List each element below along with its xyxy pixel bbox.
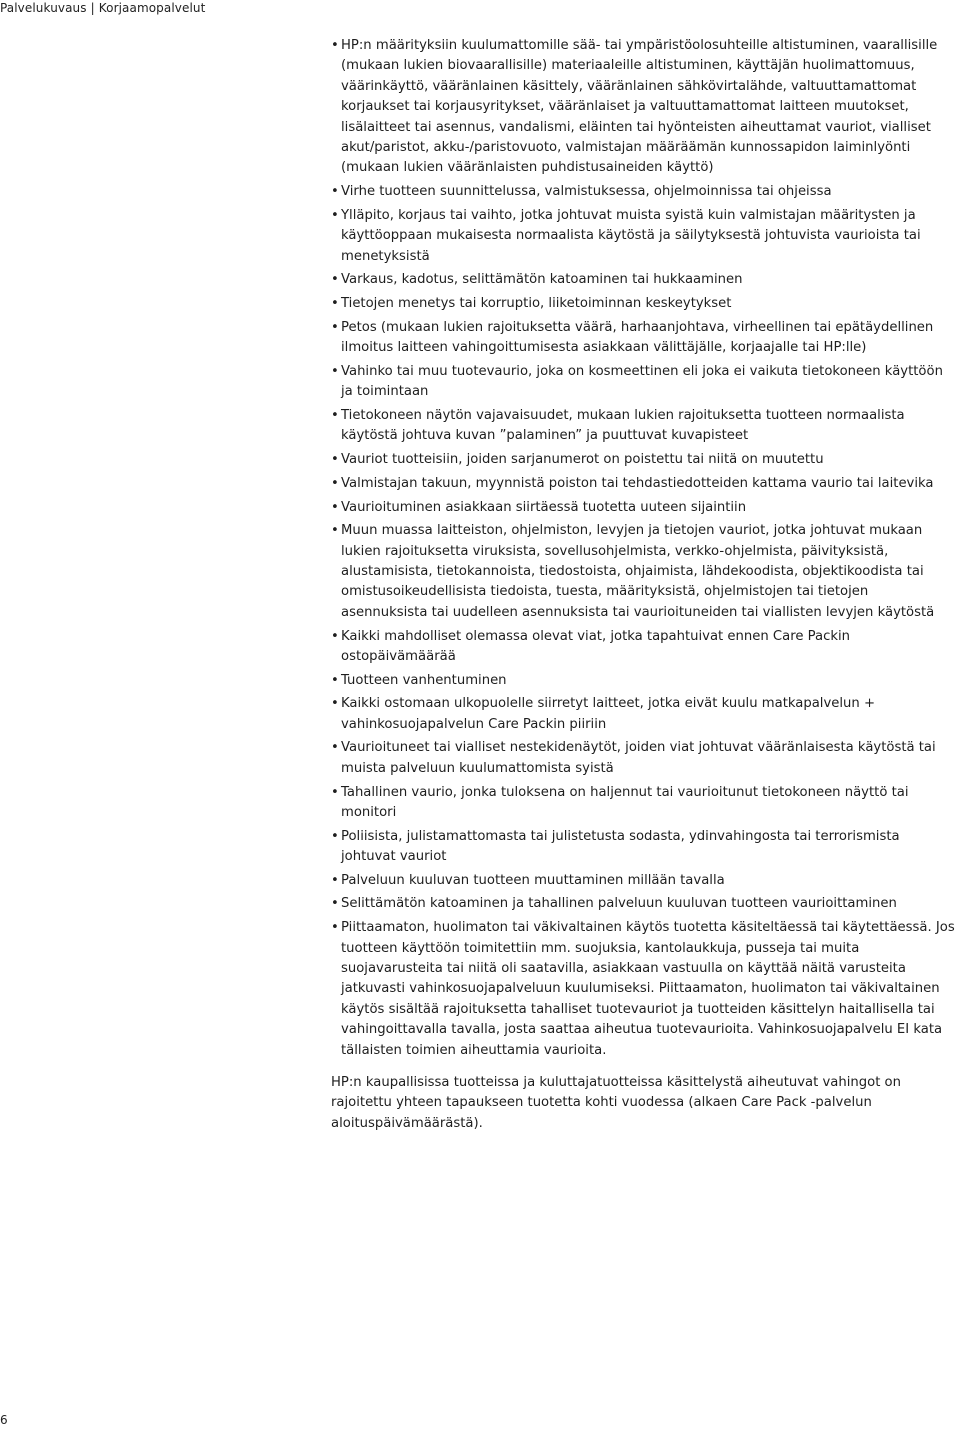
list-item: • Palveluun kuuluvan tuotteen muuttaminen millään tavalla [331, 871, 958, 891]
list-item: • Petos (mukaan lukien rajoituksetta väärä, harhaanjohtava, virheellinen tai epätäydellinen ilmoitus laitteen vahingoittumisesta asiakkaan välittäjälle, korjaajalle tai HP:lle) [331, 318, 958, 359]
list-item: • Poliisista, julistamattomasta tai julistetusta sodasta, ydinvahingosta tai terrorismista johtuvat vauriot [331, 827, 958, 868]
list-item: • Ylläpito, korjaus tai vaihto, jotka johtuvat muista syistä kuin valmistajan määritysten ja käyttöoppaan mukaisesta normaalista käytöstä ja säilytyksestä johtuvista vaurioista tai menetyksistä [331, 206, 958, 267]
list-item: • Vahinko tai muu tuotevaurio, joka on kosmeettinen eli joka ei vaikuta tietokoneen käyttöön ja toimintaan [331, 362, 958, 403]
list-item: • Varkaus, kadotus, selittämätön katoaminen tai hukkaaminen [331, 270, 958, 290]
exclusions-list [331, 36, 958, 1061]
list-item: • Piittaamaton, huolimaton tai väkivaltainen käytös tuotetta käsiteltäessä tai käytettäessä. Jos tuotteen käyttöön toimitettiin mm. suojuksia, kantolaukkuja, pusseja tai muita suojavarusteita tai niitä oli saatavilla, asiakkaan vastuulla on käyttää näitä varusteita jatkuvasti vahinkosuojapalveluun kuulumiseksi. Piittaamaton, huolimaton tai väkivaltainen käytös sisältää rajoituksetta tahalliset tuotevauriot ja tuotteiden käsittelyn haitallisella tai vahingoittavalla tavalla, josta saattaa aiheutua tuotevaurioita. Vahinkosuojapalvelu EI kata tällaisten toimien aiheuttamia vaurioita. [331, 918, 958, 1061]
list-item: • Muun muassa laitteiston, ohjelmiston, levyjen ja tietojen vauriot, jotka johtuvat mukaan lukien rajoituksetta viruksista, sovellusohjelmista, verkko-ohjelmista, päivityksistä, alustamisista, tietokannoista, tiedostoista, ohjaimista, lähdekoodista, objektikoodista tai omistusoikeudellisista tiedoista, tuesta, määrityksistä, ohjelmistojen tai tietojen asennuksista tai uudelleen asennuksista tai vaurioituneiden tai viallisten levyjen käytöstä [331, 521, 958, 623]
list-item: • Vaurioituneet tai vialliset nestekidenäytöt, joiden viat johtuvat vääränlaisesta käytöstä tai muista palveluun kuulumattomista syistä [331, 738, 958, 779]
running-header [0, 0, 205, 16]
list-item: • Tietokoneen näytön vajavaisuudet, mukaan lukien rajoituksetta tuotteen normaalista käytöstä johtuva kuvan ”palaminen” ja puuttuvat kuvapisteet [331, 406, 958, 447]
list-item: • Vauriot tuotteisiin, joiden sarjanumerot on poistettu tai niitä on muutettu [331, 450, 958, 470]
list-item: • Tahallinen vaurio, jonka tuloksena on haljennut tai vaurioitunut tietokoneen näyttö tai monitori [331, 783, 958, 824]
list-item: • Vaurioituminen asiakkaan siirtäessä tuotetta uuteen sijaintiin [331, 498, 958, 518]
list-item: • Kaikki ostomaan ulkopuolelle siirretyt laitteet, jotka eivät kuulu matkapalvelun + vahinkosuojapalvelun Care Packin piiriin [331, 694, 958, 735]
list-item: • Selittämätön katoaminen ja tahallinen palveluun kuuluvan tuotteen vaurioittaminen [331, 894, 958, 914]
closing-paragraph: HP:n kaupallisissa tuotteissa ja kuluttajatuotteissa käsittelystä aiheutuvat vahingot on rajoitettu yhteen tapaukseen tuotetta kohti vuodessa (alkaen Care Pack -palvelun aloituspäivämäärästä). [331, 1075, 901, 1131]
header-separator: | [90, 1, 95, 15]
page-number: 6 [0, 1413, 8, 1427]
list-item: • Tuotteen vanhentuminen [331, 671, 958, 691]
header-section: Palvelukuvaus [0, 1, 87, 15]
list-item: • HP:n määrityksiin kuulumattomille sää- tai ympäristöolosuhteille altistuminen, vaarallisille (mukaan lukien biovaarallisille) materiaaleille altistuminen, käyttäjän huolimattomuus, väärinkäyttö, vääränlainen käsittely, vääränlainen sähkövirtalähde, valtuuttamattomat korjaukset tai korjausyritykset, vääränlaiset ja valtuuttamattomat laitteen muutokset, lisälaitteet tai asennus, vandalismi, eläinten tai hyönteisten aiheuttamat vauriot, vialliset akut/paristot, akku-/paristovuoto, valmistajan määräämän kunnossapidon laiminlyönti (mukaan lukien vääränlaisten puhdistusaineiden käyttö) [331, 36, 958, 179]
list-item: • Tietojen menetys tai korruptio, liiketoiminnan keskeytykset [331, 294, 958, 314]
list-item: • Virhe tuotteen suunnittelussa, valmistuksessa, ohjelmoinnissa tai ohjeissa [331, 182, 958, 202]
main-content [331, 36, 958, 1134]
header-subsection: Korjaamopalvelut [98, 1, 206, 15]
list-item: • Kaikki mahdolliset olemassa olevat viat, jotka tapahtuivat ennen Care Packin ostopäivämäärää [331, 627, 958, 668]
list-item: • Valmistajan takuun, myynnistä poiston tai tehdastiedotteiden kattama vaurio tai laitevika [331, 474, 958, 494]
